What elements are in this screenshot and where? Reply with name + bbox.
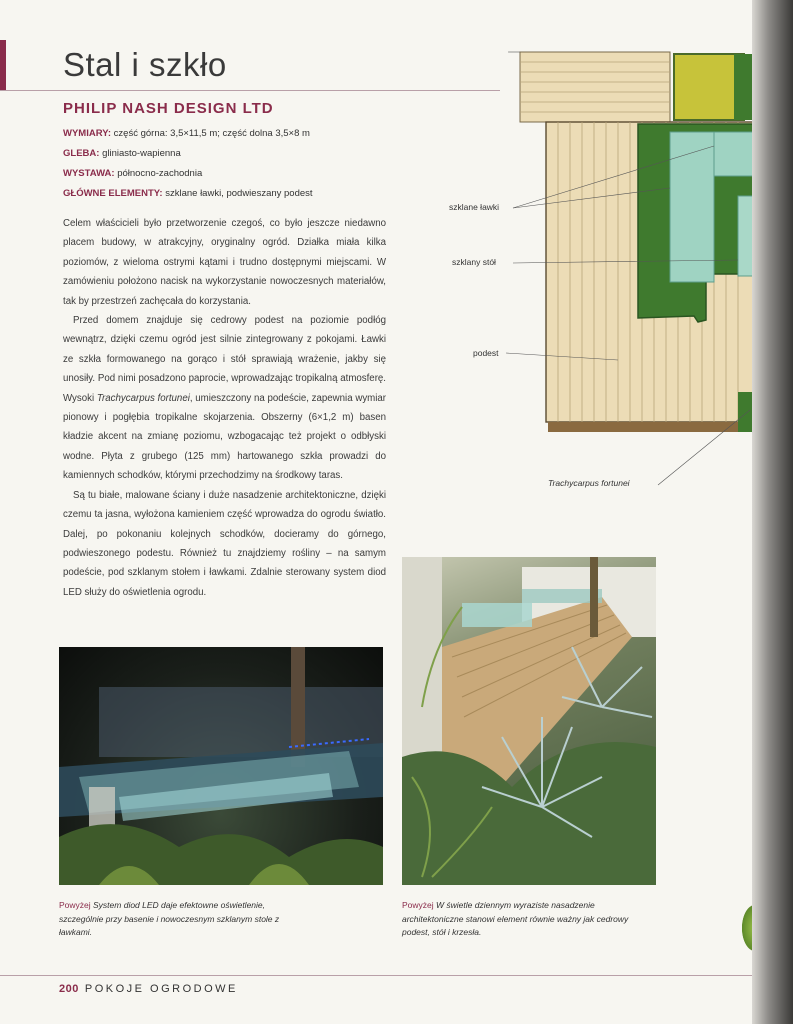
section-name: POKOJE OGRODOWE (84, 983, 238, 995)
upper-deck (520, 52, 670, 122)
detail-soil: GLEBA: gliniasto-wapienna (63, 148, 181, 159)
photo-daytime-garden (402, 557, 656, 885)
day-scene-illustration (402, 557, 656, 885)
caption-left: Powyżej System diod LED daje efektowne oświetlenie, szczególnie przy basenie i nowoczesnym szklanym stole z ławkami. (59, 900, 280, 937)
paragraph-3: Są tu białe, malowane ściany i duże nasadzenie architektoniczne, dzięki czemu ta jasna, wyłożona kamieniem część wprowadza do ogrodu światło. Dalej, po pokonaniu kolejnych schodków, docieramy do górnego, podwieszonego podestu. Również tu znajdziemy rośliny – na samym podeście, pod szklanym stołem i ławkami. Zdalnie sterowany system diod LED służy do oświetlenia ogrodu. (63, 489, 386, 598)
detail-dimensions: WYMIARY: część górna: 3,5×11,5 m; część dolna 3,5×8 m (63, 128, 310, 139)
paragraph-1: Celem właścicieli było przetworzenie czegoś, co było jeszcze niedawno placem budowy, w atrakcyjny, oryginalny ogród. Działka miała kilka poziomów, z wieloma ostrymi kątami i trudno dostępnymi miejscami. W zamówieniu położono nacisk na wykorzystanie nowoczesnych materiałów, tak by przestrzeń zachęcała do korzystania. (63, 218, 386, 307)
page-number: 200 (59, 983, 79, 995)
page-binding-shadow (752, 0, 793, 1024)
detail-elements: GŁÓWNE ELEMENTY: szklane ławki, podwieszany podest (63, 188, 313, 199)
chapter-tab (0, 40, 6, 90)
label-glass-table: szklany stół (452, 257, 496, 267)
photo-night-lighting (59, 647, 383, 885)
hedge-top (674, 54, 744, 120)
project-details (63, 124, 313, 204)
detail-exposure: WYSTAWA: północno-zachodnia (63, 168, 203, 179)
article-body (63, 214, 386, 602)
paragraph-2: Przed domem znajduje się cedrowy podest na poziomie podłóg wewnątrz, dzięki czemu ogród jest silnie zintegrowany z pokojami. Ławki ze szkła formowanego na gorąco i stół sprawiają wrażenie, jakby się unosiły. Pod nimi posadzono paprocie, wprowadzając tropikalną atmosferę. Wysoki Trachycarpus fortunei, umieszczony na podeście, zapewnia wymiar pionowy i pogłębia tropikalne skojarzenia. Obszerny (6×1,2 m) basen kładzie akcent na zmianę poziomu, wzbogacając też projekt o odbłyski wodne. Płyta z grubego (125 mm) hartowanego szkła prowadzi do kamiennych schodków, którymi przechodzimy na środkowy taras. (63, 315, 386, 482)
glass-bench-1 (670, 132, 714, 282)
footer-rule (0, 975, 752, 976)
designer-name: PHILIP NASH DESIGN LTD (63, 100, 274, 117)
label-glass-benches: szklane ławki (449, 202, 500, 212)
night-scene-illustration (59, 647, 383, 885)
label-palm: Trachycarpus fortunei (548, 478, 630, 488)
page-footer (59, 983, 238, 995)
label-deck: podest (473, 348, 499, 358)
caption-right: Powyżej W świetle dziennym wyraziste nasadzenie architektoniczne stanowi element równie ważny jak cedrowy podest, stół i krzesła. (402, 900, 629, 937)
header-rule (0, 90, 500, 91)
page-title: Stal i szkło (63, 46, 227, 83)
garden-plan (498, 40, 758, 510)
